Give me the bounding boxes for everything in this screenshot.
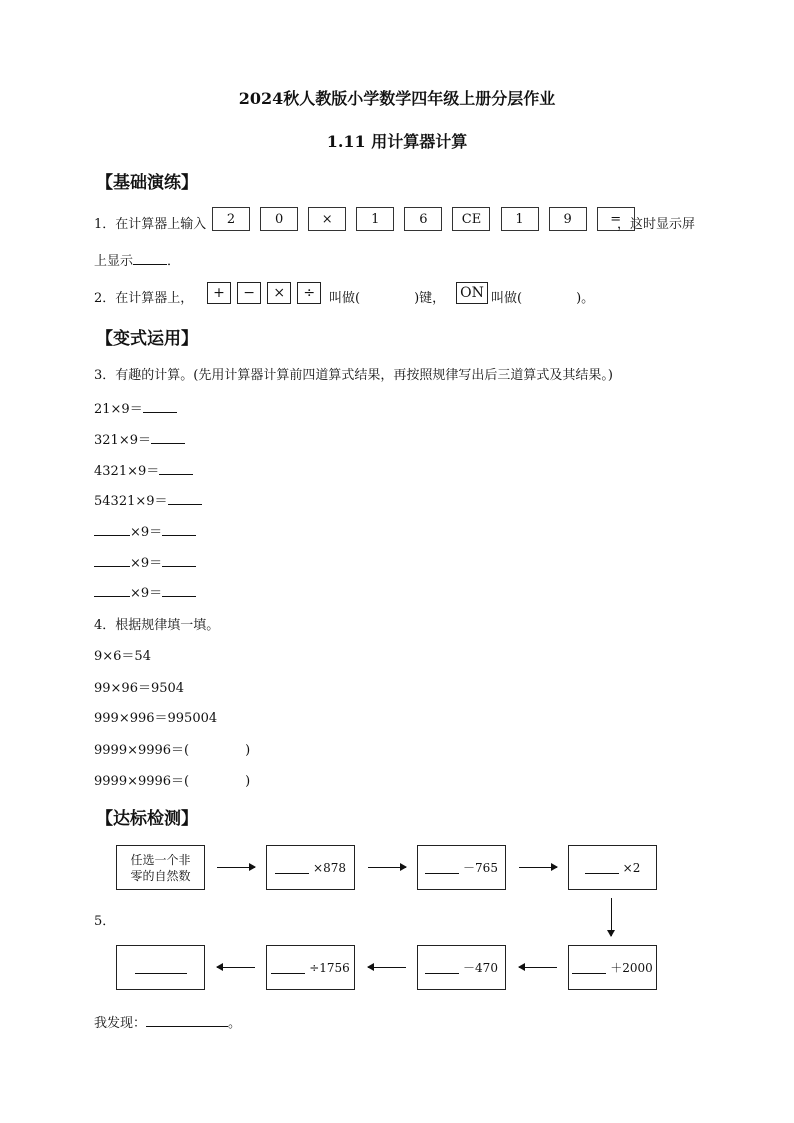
q4-row <box>94 739 250 758</box>
flow-op: ×878 <box>313 860 346 875</box>
answer-blank[interactable] <box>162 584 196 597</box>
calc-key: = <box>597 207 635 231</box>
calc-key: × <box>308 207 346 231</box>
calc-key: 2 <box>212 207 250 231</box>
page-subtitle: 1.11 用计算器计算 <box>326 132 468 151</box>
flow-arrow <box>368 867 406 868</box>
calc-key: 9 <box>549 207 587 231</box>
flow-arrow <box>519 967 557 968</box>
q3-expression: 54321×9＝ <box>94 494 168 509</box>
flow-result-box <box>116 945 205 990</box>
page-title: 2024秋人教版小学数学四年级上册分层作业 <box>238 89 556 108</box>
flow-start-text: 任选一个非零的自然数 <box>130 852 191 883</box>
section-test: 【达标检测】 <box>96 809 198 829</box>
flow-op: ×2 <box>622 860 641 875</box>
calc-key: 1 <box>356 207 394 231</box>
answer-blank[interactable] <box>162 523 196 536</box>
calculator-key-sequence <box>212 207 635 231</box>
answer-blank[interactable] <box>162 554 196 567</box>
question-3-stem: 3．有趣的计算。(先用计算器计算前四道算式结果，再按照规律写出后三道算式及其结果。) <box>94 368 613 383</box>
q3-expression: 21×9＝ <box>94 402 143 417</box>
question-1-prefix: 1．在计算器上输入 <box>94 217 207 232</box>
flow-blank[interactable] <box>572 961 606 974</box>
flow-step-box <box>266 945 355 990</box>
q3-expression: ×9＝ <box>130 586 163 601</box>
answer-blank[interactable] <box>94 584 130 597</box>
answer-blank[interactable] <box>143 400 177 413</box>
flow-blank[interactable] <box>585 861 619 874</box>
question-1-suffix: ，这时显示屏 <box>617 217 696 232</box>
question-2-end <box>491 287 594 306</box>
calc-key: 0 <box>260 207 298 231</box>
q4-row: 999×996＝995004 <box>94 711 218 726</box>
flow-step-box <box>417 845 506 890</box>
q3-row-blank <box>94 582 196 601</box>
flow-arrow <box>217 867 255 868</box>
question-5-number: 5． <box>94 914 116 929</box>
question-2-mid <box>329 287 445 306</box>
q3-row <box>94 398 177 417</box>
q3-expression: ×9＝ <box>130 525 163 540</box>
q3-row-blank <box>94 521 196 540</box>
flow-op: ÷1756 <box>309 960 350 975</box>
q3-row <box>94 429 185 448</box>
question-1-line2-prefix: 上显示 <box>94 254 134 269</box>
flow-blank[interactable] <box>425 961 459 974</box>
flow-op: －765 <box>463 861 498 875</box>
on-key: ON <box>456 282 488 304</box>
flow-blank[interactable] <box>271 961 305 974</box>
multiply-key: × <box>267 282 291 304</box>
answer-blank[interactable] <box>133 252 167 265</box>
plus-key: + <box>207 282 231 304</box>
discover-end: 。 <box>228 1016 242 1031</box>
minus-key: − <box>237 282 261 304</box>
question-2-mid-text: 叫做( <box>329 291 361 306</box>
q3-expression: ×9＝ <box>130 556 163 571</box>
calc-key: 6 <box>404 207 442 231</box>
question-1-line2-suffix: ． <box>167 254 181 269</box>
question-2-prefix: 2．在计算器上， <box>94 291 194 306</box>
calc-key: CE <box>452 207 490 231</box>
answer-blank[interactable] <box>94 554 130 567</box>
flow-start-box <box>116 845 205 890</box>
discover-line <box>94 1012 241 1031</box>
flow-blank[interactable] <box>275 861 309 874</box>
flow-step-box <box>266 845 355 890</box>
q4-close: ) <box>245 743 251 758</box>
q4-expression: 9999×9996＝( <box>94 774 190 789</box>
section-variation: 【变式运用】 <box>96 329 198 349</box>
q3-row <box>94 460 193 479</box>
q3-expression: 4321×9＝ <box>94 464 160 479</box>
answer-blank[interactable] <box>168 492 202 505</box>
operator-keys <box>207 282 321 304</box>
calc-key: 1 <box>501 207 539 231</box>
q4-row: 9×6＝54 <box>94 649 151 664</box>
flow-op: －470 <box>463 961 498 975</box>
q3-row <box>94 490 202 509</box>
question-2-end2-text: )。 <box>576 291 595 306</box>
question-2-end-text: 叫做( <box>491 291 523 306</box>
flow-arrow <box>217 967 255 968</box>
flow-step-box <box>568 845 657 890</box>
answer-blank[interactable] <box>151 431 185 444</box>
question-1-line2 <box>94 250 180 269</box>
answer-blank[interactable] <box>159 462 193 475</box>
flow-blank[interactable] <box>425 861 459 874</box>
section-basic: 【基础演练】 <box>96 173 198 193</box>
discover-label: 我发现： <box>94 1016 147 1031</box>
question-4-stem: 4．根据规律填一填。 <box>94 618 220 633</box>
flow-arrow <box>368 967 406 968</box>
divide-key: ÷ <box>297 282 321 304</box>
answer-blank[interactable] <box>94 523 130 536</box>
q4-close: ) <box>245 774 251 789</box>
answer-blank[interactable] <box>146 1014 228 1027</box>
q4-expression: 9999×9996＝( <box>94 743 190 758</box>
question-2-mid2-text: )键， <box>414 291 446 306</box>
flow-arrow-down <box>611 898 612 936</box>
q3-row-blank <box>94 552 196 571</box>
q4-row: 99×96＝9504 <box>94 681 185 696</box>
flow-step-box <box>417 945 506 990</box>
q4-row <box>94 770 250 789</box>
flow-op: ＋2000 <box>610 961 653 975</box>
q3-expression: 321×9＝ <box>94 433 151 448</box>
flow-step-box <box>568 945 657 990</box>
flow-blank[interactable] <box>135 961 187 974</box>
flow-arrow <box>519 867 557 868</box>
